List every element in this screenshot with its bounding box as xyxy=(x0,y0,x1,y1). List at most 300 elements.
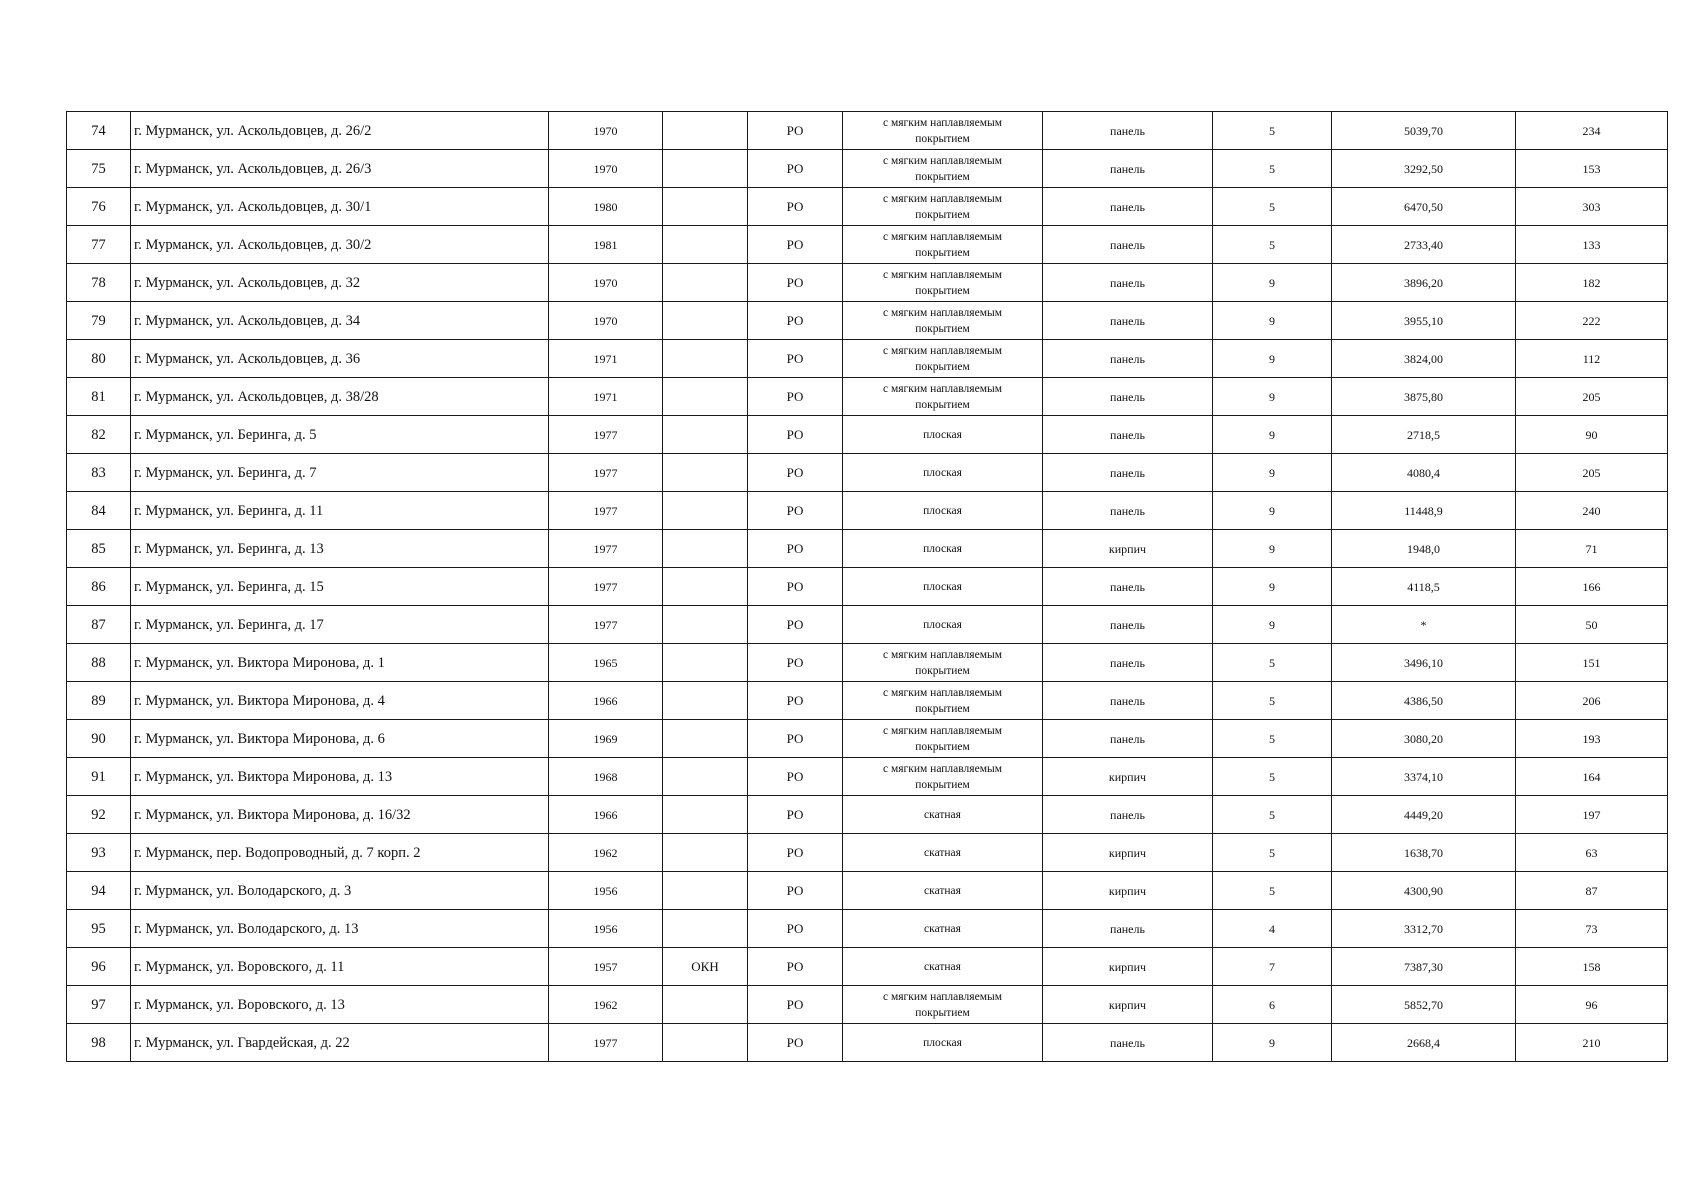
heritage-status-cell xyxy=(663,264,748,302)
wall-material-cell: панель xyxy=(1043,910,1213,948)
residents-cell: 193 xyxy=(1516,720,1668,758)
address-cell: г. Мурманск, ул. Беринга, д. 17 xyxy=(131,606,549,644)
wall-material-cell: панель xyxy=(1043,226,1213,264)
address-cell: г. Мурманск, ул. Виктора Миронова, д. 4 xyxy=(131,682,549,720)
table-row xyxy=(67,606,1668,644)
table-row xyxy=(67,986,1668,1024)
wall-material-cell: панель xyxy=(1043,568,1213,606)
address-cell: г. Мурманск, ул. Аскольдовцев, д. 26/3 xyxy=(131,150,549,188)
roof-type-line: скатная xyxy=(924,884,961,897)
floors-cell: 5 xyxy=(1213,834,1332,872)
table-row xyxy=(67,226,1668,264)
table-row xyxy=(67,910,1668,948)
row-number-cell: 85 xyxy=(67,530,131,568)
roof-type-line: скатная xyxy=(924,808,961,821)
area-cell: 1948,0 xyxy=(1332,530,1516,568)
heritage-status-cell xyxy=(663,986,748,1024)
residents-cell: 205 xyxy=(1516,378,1668,416)
heritage-status-cell xyxy=(663,682,748,720)
roof-type-cell xyxy=(843,492,1043,530)
roof-type-cell xyxy=(843,416,1043,454)
build-year-cell: 1977 xyxy=(549,416,663,454)
heritage-status-cell xyxy=(663,872,748,910)
roof-type-line: с мягким наплавляемым xyxy=(883,762,1002,775)
row-number-cell: 77 xyxy=(67,226,131,264)
row-number-cell: 98 xyxy=(67,1024,131,1062)
address-cell: г. Мурманск, ул. Виктора Миронова, д. 1 xyxy=(131,644,549,682)
heritage-status-cell xyxy=(663,112,748,150)
table-row xyxy=(67,264,1668,302)
build-year-cell: 1977 xyxy=(549,530,663,568)
row-number-cell: 82 xyxy=(67,416,131,454)
roof-type-line: плоская xyxy=(923,504,962,517)
fund-type-cell: РО xyxy=(748,226,843,264)
build-year-cell: 1966 xyxy=(549,796,663,834)
residents-cell: 240 xyxy=(1516,492,1668,530)
wall-material-cell: кирпич xyxy=(1043,758,1213,796)
floors-cell: 5 xyxy=(1213,150,1332,188)
roof-type-cell xyxy=(843,378,1043,416)
table-row xyxy=(67,150,1668,188)
row-number-cell: 87 xyxy=(67,606,131,644)
fund-type-cell: РО xyxy=(748,302,843,340)
fund-type-cell: РО xyxy=(748,1024,843,1062)
floors-cell: 9 xyxy=(1213,302,1332,340)
area-cell: 4080,4 xyxy=(1332,454,1516,492)
table-row xyxy=(67,796,1668,834)
roof-type-line: с мягким наплавляемым xyxy=(883,648,1002,661)
roof-type-line: скатная xyxy=(924,960,961,973)
area-cell: * xyxy=(1332,606,1516,644)
roof-type-line: с мягким наплавляемым xyxy=(883,230,1002,243)
floors-cell: 9 xyxy=(1213,492,1332,530)
roof-type-line: плоская xyxy=(923,466,962,479)
residents-cell: 197 xyxy=(1516,796,1668,834)
residents-cell: 90 xyxy=(1516,416,1668,454)
row-number-cell: 95 xyxy=(67,910,131,948)
build-year-cell: 1971 xyxy=(549,340,663,378)
heritage-status-cell xyxy=(663,720,748,758)
heritage-status-cell xyxy=(663,416,748,454)
address-cell: г. Мурманск, ул. Аскольдовцев, д. 30/1 xyxy=(131,188,549,226)
wall-material-cell: панель xyxy=(1043,378,1213,416)
wall-material-cell: кирпич xyxy=(1043,986,1213,1024)
roof-type-line: скатная xyxy=(924,846,961,859)
table-row xyxy=(67,872,1668,910)
build-year-cell: 1977 xyxy=(549,492,663,530)
area-cell: 3824,00 xyxy=(1332,340,1516,378)
fund-type-cell: РО xyxy=(748,150,843,188)
roof-type-line: покрытием xyxy=(915,132,970,145)
address-cell: г. Мурманск, ул. Аскольдовцев, д. 34 xyxy=(131,302,549,340)
heritage-status-cell xyxy=(663,150,748,188)
roof-type-cell xyxy=(843,454,1043,492)
fund-type-cell: РО xyxy=(748,910,843,948)
roof-type-cell xyxy=(843,226,1043,264)
build-year-cell: 1966 xyxy=(549,682,663,720)
residents-cell: 222 xyxy=(1516,302,1668,340)
heritage-status-cell xyxy=(663,606,748,644)
roof-type-line: плоская xyxy=(923,618,962,631)
fund-type-cell: РО xyxy=(748,264,843,302)
row-number-cell: 83 xyxy=(67,454,131,492)
wall-material-cell: панель xyxy=(1043,454,1213,492)
roof-type-cell xyxy=(843,302,1043,340)
area-cell: 2718,5 xyxy=(1332,416,1516,454)
table-row xyxy=(67,530,1668,568)
wall-material-cell: панель xyxy=(1043,644,1213,682)
floors-cell: 6 xyxy=(1213,986,1332,1024)
table-row xyxy=(67,302,1668,340)
row-number-cell: 88 xyxy=(67,644,131,682)
floors-cell: 5 xyxy=(1213,682,1332,720)
build-year-cell: 1956 xyxy=(549,910,663,948)
residents-cell: 210 xyxy=(1516,1024,1668,1062)
heritage-status-cell xyxy=(663,1024,748,1062)
build-year-cell: 1962 xyxy=(549,834,663,872)
area-cell: 3312,70 xyxy=(1332,910,1516,948)
heritage-status-cell xyxy=(663,492,748,530)
roof-type-line: с мягким наплавляемым xyxy=(883,344,1002,357)
build-year-cell: 1969 xyxy=(549,720,663,758)
roof-type-line: с мягким наплавляемым xyxy=(883,268,1002,281)
area-cell: 4449,20 xyxy=(1332,796,1516,834)
floors-cell: 5 xyxy=(1213,796,1332,834)
address-cell: г. Мурманск, ул. Аскольдовцев, д. 32 xyxy=(131,264,549,302)
row-number-cell: 74 xyxy=(67,112,131,150)
roof-type-line: с мягким наплавляемым xyxy=(883,686,1002,699)
heritage-status-cell xyxy=(663,568,748,606)
roof-type-cell xyxy=(843,1024,1043,1062)
roof-type-line: покрытием xyxy=(915,398,970,411)
address-cell: г. Мурманск, ул. Виктора Миронова, д. 6 xyxy=(131,720,549,758)
area-cell: 3080,20 xyxy=(1332,720,1516,758)
area-cell: 5039,70 xyxy=(1332,112,1516,150)
table-row xyxy=(67,758,1668,796)
build-year-cell: 1970 xyxy=(549,264,663,302)
wall-material-cell: кирпич xyxy=(1043,872,1213,910)
housing-registry-table xyxy=(66,111,1668,1062)
residents-cell: 206 xyxy=(1516,682,1668,720)
address-cell: г. Мурманск, ул. Беринга, д. 11 xyxy=(131,492,549,530)
residents-cell: 158 xyxy=(1516,948,1668,986)
address-cell: г. Мурманск, ул. Аскольдовцев, д. 38/28 xyxy=(131,378,549,416)
roof-type-line: покрытием xyxy=(915,322,970,335)
roof-type-cell xyxy=(843,682,1043,720)
roof-type-line: покрытием xyxy=(915,246,970,259)
roof-type-line: покрытием xyxy=(915,208,970,221)
build-year-cell: 1970 xyxy=(549,150,663,188)
floors-cell: 9 xyxy=(1213,454,1332,492)
build-year-cell: 1981 xyxy=(549,226,663,264)
floors-cell: 9 xyxy=(1213,568,1332,606)
row-number-cell: 97 xyxy=(67,986,131,1024)
residents-cell: 87 xyxy=(1516,872,1668,910)
residents-cell: 182 xyxy=(1516,264,1668,302)
address-cell: г. Мурманск, ул. Виктора Миронова, д. 16/32 xyxy=(131,796,549,834)
area-cell: 3374,10 xyxy=(1332,758,1516,796)
roof-type-cell xyxy=(843,644,1043,682)
floors-cell: 5 xyxy=(1213,226,1332,264)
address-cell: г. Мурманск, ул. Аскольдовцев, д. 26/2 xyxy=(131,112,549,150)
area-cell: 7387,30 xyxy=(1332,948,1516,986)
row-number-cell: 90 xyxy=(67,720,131,758)
fund-type-cell: РО xyxy=(748,530,843,568)
roof-type-line: с мягким наплавляемым xyxy=(883,382,1002,395)
wall-material-cell: панель xyxy=(1043,150,1213,188)
residents-cell: 50 xyxy=(1516,606,1668,644)
area-cell: 3896,20 xyxy=(1332,264,1516,302)
heritage-status-cell xyxy=(663,530,748,568)
wall-material-cell: кирпич xyxy=(1043,834,1213,872)
row-number-cell: 81 xyxy=(67,378,131,416)
residents-cell: 112 xyxy=(1516,340,1668,378)
roof-type-line: плоская xyxy=(923,1036,962,1049)
fund-type-cell: РО xyxy=(748,568,843,606)
roof-type-line: плоская xyxy=(923,542,962,555)
floors-cell: 4 xyxy=(1213,910,1332,948)
roof-type-cell xyxy=(843,986,1043,1024)
row-number-cell: 96 xyxy=(67,948,131,986)
fund-type-cell: РО xyxy=(748,492,843,530)
roof-type-line: покрытием xyxy=(915,284,970,297)
roof-type-cell xyxy=(843,948,1043,986)
build-year-cell: 1957 xyxy=(549,948,663,986)
table-body xyxy=(67,112,1668,1062)
row-number-cell: 76 xyxy=(67,188,131,226)
table-row xyxy=(67,454,1668,492)
table-row xyxy=(67,492,1668,530)
address-cell: г. Мурманск, пер. Водопроводный, д. 7 корп. 2 xyxy=(131,834,549,872)
wall-material-cell: панель xyxy=(1043,796,1213,834)
roof-type-line: с мягким наплавляемым xyxy=(883,192,1002,205)
build-year-cell: 1962 xyxy=(549,986,663,1024)
table-row xyxy=(67,682,1668,720)
residents-cell: 96 xyxy=(1516,986,1668,1024)
heritage-status-cell xyxy=(663,454,748,492)
fund-type-cell: РО xyxy=(748,454,843,492)
roof-type-line: покрытием xyxy=(915,778,970,791)
address-cell: г. Мурманск, ул. Володарского, д. 3 xyxy=(131,872,549,910)
heritage-status-cell xyxy=(663,796,748,834)
roof-type-cell xyxy=(843,720,1043,758)
roof-type-cell xyxy=(843,834,1043,872)
roof-type-line: покрытием xyxy=(915,1006,970,1019)
roof-type-line: плоская xyxy=(923,428,962,441)
area-cell: 3292,50 xyxy=(1332,150,1516,188)
heritage-status-cell xyxy=(663,302,748,340)
heritage-status-cell xyxy=(663,188,748,226)
wall-material-cell: панель xyxy=(1043,416,1213,454)
wall-material-cell: панель xyxy=(1043,340,1213,378)
table-row xyxy=(67,644,1668,682)
build-year-cell: 1971 xyxy=(549,378,663,416)
floors-cell: 7 xyxy=(1213,948,1332,986)
wall-material-cell: панель xyxy=(1043,492,1213,530)
wall-material-cell: панель xyxy=(1043,606,1213,644)
residents-cell: 151 xyxy=(1516,644,1668,682)
address-cell: г. Мурманск, ул. Беринга, д. 15 xyxy=(131,568,549,606)
roof-type-line: покрытием xyxy=(915,170,970,183)
fund-type-cell: РО xyxy=(748,834,843,872)
fund-type-cell: РО xyxy=(748,378,843,416)
wall-material-cell: кирпич xyxy=(1043,530,1213,568)
build-year-cell: 1980 xyxy=(549,188,663,226)
roof-type-line: покрытием xyxy=(915,360,970,373)
area-cell: 3955,10 xyxy=(1332,302,1516,340)
wall-material-cell: панель xyxy=(1043,720,1213,758)
row-number-cell: 94 xyxy=(67,872,131,910)
fund-type-cell: РО xyxy=(748,644,843,682)
floors-cell: 5 xyxy=(1213,112,1332,150)
roof-type-cell xyxy=(843,606,1043,644)
floors-cell: 5 xyxy=(1213,872,1332,910)
fund-type-cell: РО xyxy=(748,948,843,986)
build-year-cell: 1970 xyxy=(549,112,663,150)
roof-type-cell xyxy=(843,796,1043,834)
roof-type-line: покрытием xyxy=(915,702,970,715)
table-row xyxy=(67,1024,1668,1062)
heritage-status-cell xyxy=(663,834,748,872)
fund-type-cell: РО xyxy=(748,606,843,644)
roof-type-cell xyxy=(843,340,1043,378)
address-cell: г. Мурманск, ул. Володарского, д. 13 xyxy=(131,910,549,948)
heritage-status-cell xyxy=(663,340,748,378)
roof-type-line: покрытием xyxy=(915,664,970,677)
table-row xyxy=(67,340,1668,378)
residents-cell: 164 xyxy=(1516,758,1668,796)
residents-cell: 205 xyxy=(1516,454,1668,492)
roof-type-line: с мягким наплавляемым xyxy=(883,154,1002,167)
floors-cell: 9 xyxy=(1213,378,1332,416)
table-row xyxy=(67,948,1668,986)
row-number-cell: 91 xyxy=(67,758,131,796)
row-number-cell: 75 xyxy=(67,150,131,188)
address-cell: г. Мурманск, ул. Аскольдовцев, д. 30/2 xyxy=(131,226,549,264)
roof-type-line: плоская xyxy=(923,580,962,593)
wall-material-cell: панель xyxy=(1043,264,1213,302)
fund-type-cell: РО xyxy=(748,986,843,1024)
address-cell: г. Мурманск, ул. Гвардейская, д. 22 xyxy=(131,1024,549,1062)
roof-type-cell xyxy=(843,264,1043,302)
fund-type-cell: РО xyxy=(748,340,843,378)
floors-cell: 5 xyxy=(1213,720,1332,758)
build-year-cell: 1977 xyxy=(549,1024,663,1062)
roof-type-line: с мягким наплавляемым xyxy=(883,990,1002,1003)
floors-cell: 5 xyxy=(1213,644,1332,682)
roof-type-line: покрытием xyxy=(915,740,970,753)
roof-type-line: скатная xyxy=(924,922,961,935)
heritage-status-cell xyxy=(663,378,748,416)
row-number-cell: 84 xyxy=(67,492,131,530)
table-row xyxy=(67,112,1668,150)
roof-type-cell xyxy=(843,188,1043,226)
build-year-cell: 1965 xyxy=(549,644,663,682)
residents-cell: 71 xyxy=(1516,530,1668,568)
roof-type-line: с мягким наплавляемым xyxy=(883,306,1002,319)
area-cell: 5852,70 xyxy=(1332,986,1516,1024)
floors-cell: 9 xyxy=(1213,416,1332,454)
area-cell: 2733,40 xyxy=(1332,226,1516,264)
roof-type-cell xyxy=(843,150,1043,188)
wall-material-cell: кирпич xyxy=(1043,948,1213,986)
fund-type-cell: РО xyxy=(748,416,843,454)
table-row xyxy=(67,188,1668,226)
floors-cell: 5 xyxy=(1213,758,1332,796)
heritage-status-cell xyxy=(663,644,748,682)
floors-cell: 9 xyxy=(1213,530,1332,568)
fund-type-cell: РО xyxy=(748,682,843,720)
roof-type-cell xyxy=(843,568,1043,606)
row-number-cell: 78 xyxy=(67,264,131,302)
fund-type-cell: РО xyxy=(748,112,843,150)
floors-cell: 9 xyxy=(1213,264,1332,302)
table-row xyxy=(67,416,1668,454)
address-cell: г. Мурманск, ул. Беринга, д. 13 xyxy=(131,530,549,568)
fund-type-cell: РО xyxy=(748,188,843,226)
area-cell: 1638,70 xyxy=(1332,834,1516,872)
area-cell: 3496,10 xyxy=(1332,644,1516,682)
residents-cell: 166 xyxy=(1516,568,1668,606)
table-row xyxy=(67,378,1668,416)
build-year-cell: 1977 xyxy=(549,568,663,606)
roof-type-cell xyxy=(843,758,1043,796)
address-cell: г. Мурманск, ул. Беринга, д. 5 xyxy=(131,416,549,454)
area-cell: 4386,50 xyxy=(1332,682,1516,720)
heritage-status-cell xyxy=(663,226,748,264)
wall-material-cell: панель xyxy=(1043,682,1213,720)
heritage-status-cell: ОКН xyxy=(663,948,748,986)
roof-type-cell xyxy=(843,910,1043,948)
residents-cell: 303 xyxy=(1516,188,1668,226)
roof-type-line: с мягким наплавляемым xyxy=(883,116,1002,129)
address-cell: г. Мурманск, ул. Воровского, д. 11 xyxy=(131,948,549,986)
wall-material-cell: панель xyxy=(1043,188,1213,226)
build-year-cell: 1956 xyxy=(549,872,663,910)
address-cell: г. Мурманск, ул. Виктора Миронова, д. 13 xyxy=(131,758,549,796)
roof-type-cell xyxy=(843,530,1043,568)
residents-cell: 153 xyxy=(1516,150,1668,188)
floors-cell: 9 xyxy=(1213,606,1332,644)
floors-cell: 5 xyxy=(1213,188,1332,226)
roof-type-cell xyxy=(843,112,1043,150)
area-cell: 4118,5 xyxy=(1332,568,1516,606)
heritage-status-cell xyxy=(663,758,748,796)
wall-material-cell: панель xyxy=(1043,112,1213,150)
fund-type-cell: РО xyxy=(748,872,843,910)
area-cell: 3875,80 xyxy=(1332,378,1516,416)
table-row xyxy=(67,834,1668,872)
build-year-cell: 1970 xyxy=(549,302,663,340)
table-row xyxy=(67,568,1668,606)
build-year-cell: 1977 xyxy=(549,606,663,644)
row-number-cell: 79 xyxy=(67,302,131,340)
address-cell: г. Мурманск, ул. Воровского, д. 13 xyxy=(131,986,549,1024)
roof-type-cell xyxy=(843,872,1043,910)
build-year-cell: 1968 xyxy=(549,758,663,796)
row-number-cell: 86 xyxy=(67,568,131,606)
address-cell: г. Мурманск, ул. Аскольдовцев, д. 36 xyxy=(131,340,549,378)
address-cell: г. Мурманск, ул. Беринга, д. 7 xyxy=(131,454,549,492)
area-cell: 4300,90 xyxy=(1332,872,1516,910)
row-number-cell: 93 xyxy=(67,834,131,872)
fund-type-cell: РО xyxy=(748,796,843,834)
heritage-status-cell xyxy=(663,910,748,948)
fund-type-cell: РО xyxy=(748,720,843,758)
fund-type-cell: РО xyxy=(748,758,843,796)
residents-cell: 234 xyxy=(1516,112,1668,150)
row-number-cell: 89 xyxy=(67,682,131,720)
